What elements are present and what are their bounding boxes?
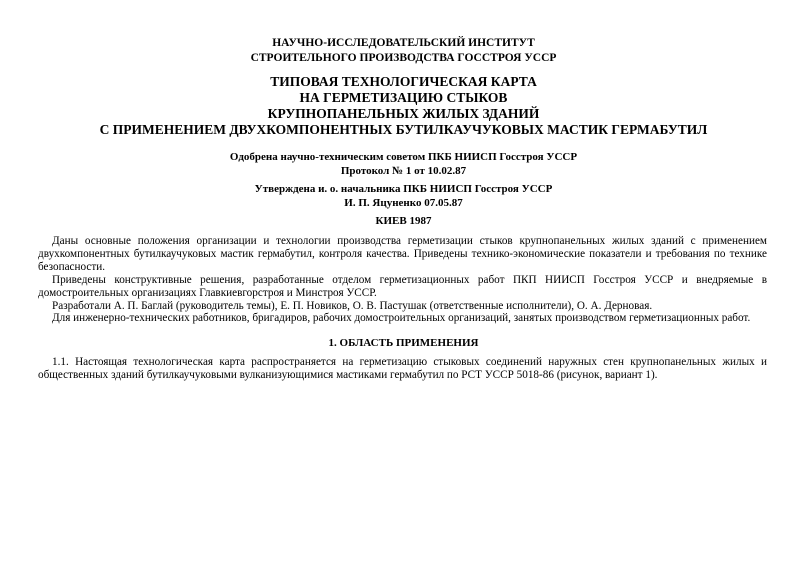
abstract-paragraph-1: Даны основные положения организации и технологии производства герметизации стыков крупнопанельных жилых зданий с применением двухкомпонентных бутилкаучуковых мастик гермабутил, контроля качества. Приведены технико-экономические показатели и требования по технике безопасности. — [38, 235, 767, 273]
abstract-paragraph-4: Для инженерно-технических работников, бригадиров, рабочих домостроительных организаций, занятых производством герметизационных работ. — [52, 312, 751, 325]
approval-line-1: Одобрена научно-техническим советом ПКБ НИИСП Госстроя УССР — [229, 151, 578, 163]
section-paragraph-1: 1.1. Настоящая технологическая карта распространяется на герметизацию стыковых соединений наружных стен крупнопанельных жилых и общественных зданий бутилкаучуковыми вулканизующимися мастиками гермабутил по РСТ УССР 5018-86 (рисунок, вариант 1). — [38, 356, 767, 381]
title-line-2: НА ГЕРМЕТИЗАЦИЮ СТЫКОВ — [299, 90, 508, 105]
section-heading: 1. ОБЛАСТЬ ПРИМЕНЕНИЯ — [328, 337, 479, 349]
institute-line-2: СТРОИТЕЛЬНОГО ПРОИЗВОДСТВА ГОССТРОЯ УССР — [250, 52, 557, 64]
abstract-paragraph-2: Приведены конструктивные решения, разработанные отделом герметизационных работ ПКП НИИСП Госстроя УССР и внедряемые в домостроительных организациях Главкиевгорстроя и Минстроя УССР. — [38, 273, 767, 299]
title-line-3: КРУПНОПАНЕЛЬНЫХ ЖИЛЫХ ЗДАНИЙ — [267, 106, 540, 121]
approval-line-3: Утверждена и. о. начальника ПКБ НИИСП Госстроя УССР — [254, 183, 553, 195]
city-year: КИЕВ 1987 — [375, 215, 432, 227]
title-line-4: С ПРИМЕНЕНИЕМ ДВУХКОМПОНЕНТНЫХ БУТИЛКАУЧУКОВЫХ МАСТИК ГЕРМАБУТИЛ — [99, 122, 708, 137]
abstract — [38, 235, 767, 325]
approval-line-4: И. П. Яцуненко 07.05.87 — [344, 197, 463, 209]
institute-line-1: НАУЧНО-ИССЛЕДОВАТЕЛЬСКИЙ ИНСТИТУТ — [272, 37, 535, 49]
title-line-1: ТИПОВАЯ ТЕХНОЛОГИЧЕСКАЯ КАРТА — [270, 74, 537, 89]
approval-line-2: Протокол № 1 от 10.02.87 — [340, 165, 467, 177]
section-body — [38, 356, 767, 382]
abstract-paragraph-3: Разработали А. П. Баглай (руководитель темы), Е. П. Новиков, О. В. Пастушак (ответственные исполнители), О. А. Дерновая. — [52, 299, 653, 312]
